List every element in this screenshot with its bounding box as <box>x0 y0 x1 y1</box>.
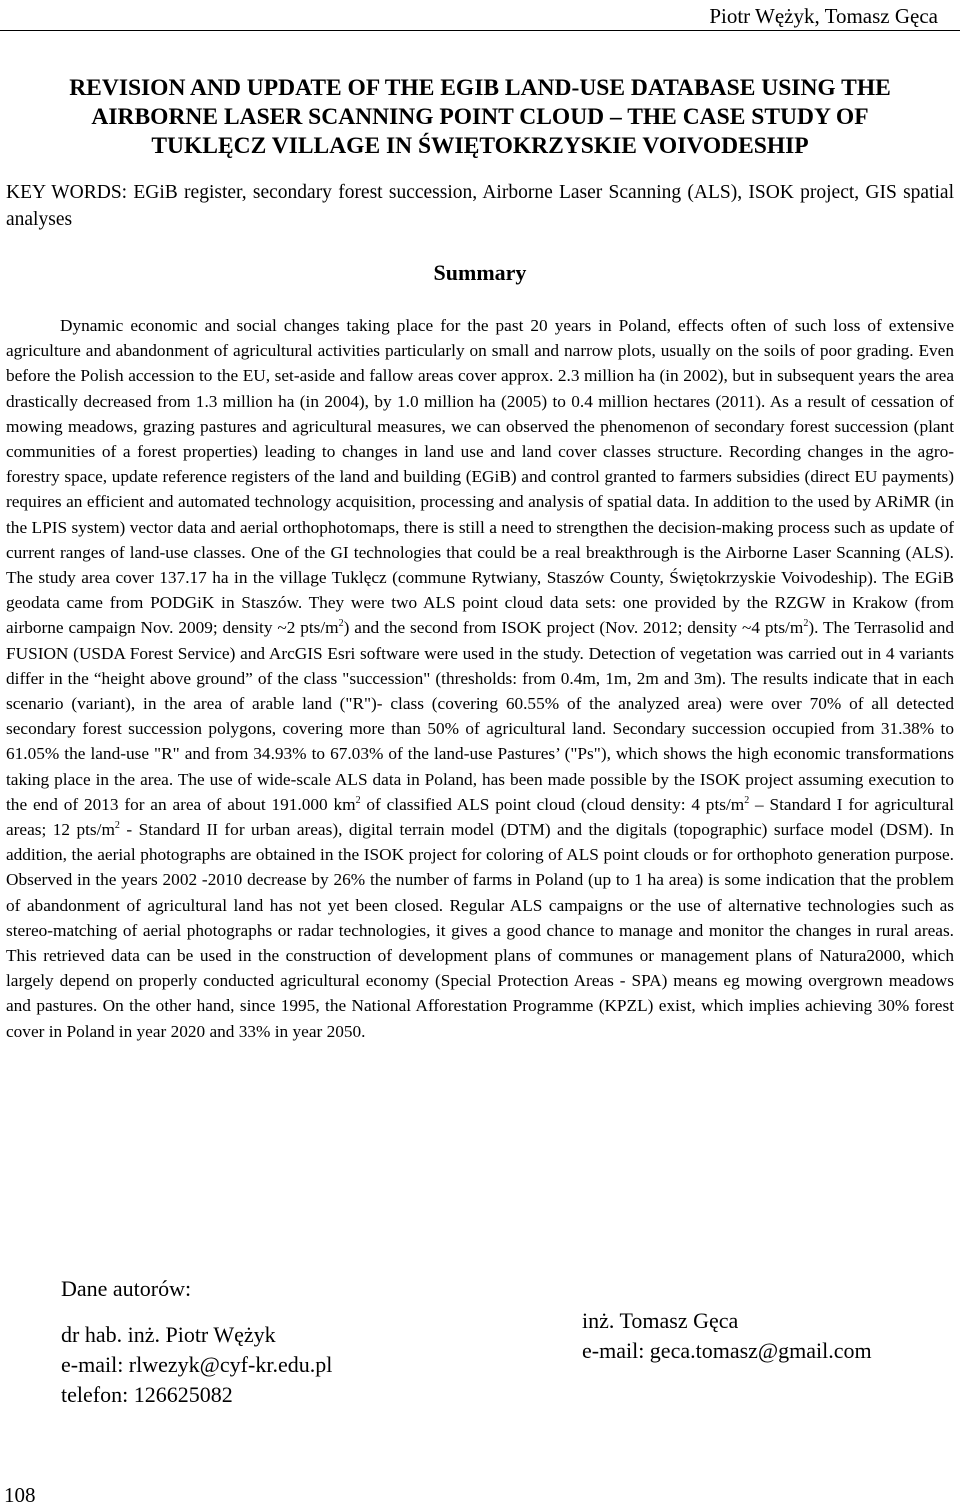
authors-label: Dane autorów: <box>61 1276 192 1301</box>
summary-text-3: ). The Terrasolid and FUSION (USDA Forest Service) and ArcGIS Esri software were used in the study. Detection of vegetation was carried out in 4 variants differ in the “height above ground” of the class "succession" (thresholds: from 0.4m, 1m, 2m and 3m). The results indicate that in each scenario (variant), in the area of arable land ("R")- class (covering 60.55% of the analyzed area) were over 70% of all detected secondary forest succession polygons, covering more than 50% of agricultural land. Secondary succession occupied from 31.38% to 61.05% the land-use "R" and from 34.93% to 67.03% of the land-use Pastures’ ("Ps"), which shows the high economic transformations taking place in the area. The use of wide-scale ALS data in Poland, has been made possible by the ISOK project assuming execution to the end of 2013 for an area of about 191.000 km <box>6 618 955 814</box>
paper-title <box>0 74 960 161</box>
keywords: KEY WORDS: EGiB register, secondary forest succession, Airborne Laser Scanning (ALS), ISOK project, GIS spatial analyses <box>6 182 954 230</box>
author-2-email[interactable]: e-mail: geca.tomasz@gmail.com <box>582 1338 872 1363</box>
page-number: 108 <box>4 1483 36 1507</box>
author-1-email[interactable]: e-mail: rlwezyk@cyf-kr.edu.pl <box>61 1352 333 1377</box>
author-block-1 <box>61 1320 332 1410</box>
author-1-phone: telefon: 126625082 <box>61 1382 233 1407</box>
superscript: 2 <box>114 820 120 832</box>
summary-text-1: Dynamic economic and social changes taking place for the past 20 years in Poland, effects often of such loss of extensive agriculture and abandonment of agricultural activities particularly on small and narrow plots, usually on the soils of poor grading. Even before the Polish accession to the EU, set-aside and fallow areas cover approx. 2.3 million ha (in 2002), but in subsequent years the area drastically decreased from 1.3 million ha (in 2004), by 1.0 million ha (2005) to 0.4 million hectares (2011). As a result of cessation of mowing meadows, grazing pastures and agricultural measures, we can observed the phenomenon of secondary forest succession (plant communities of a forest properties) leading to changes in land use and land cover classes structure. Recording changes in the agro-forestry space, update reference registers of the land and building (EGiB) and control granted to farmers subsidies (direct EU payments) requires an efficient and automated technology acquisition, processing and analysis of spatial data. In addition to the used by ARiMR (in the LPIS system) vector data and aerial orthophotomaps, there is still a need to strengthen the decision-making process such as update of current ranges of land-use classes. One of the GI technologies that could be a real breakthrough is the Airborne Laser Scanning (ALS). The study area cover 137.17 ha in the village Tuklęcz (commune Rytwiany, Staszów County, Świętokrzyskie Voivodeship). The EGiB geodata came from PODGiK in Staszów. They were two ALS point cloud data sets: one provided by the RZGW in Krakow (from airborne campaign Nov. 2009; density ~2 pts/m <box>6 316 954 638</box>
superscript: 2 <box>355 795 361 807</box>
summary-heading: Summary <box>433 260 527 285</box>
summary-text-2: ) and the second from ISOK project (Nov. 2012; density ~4 pts/m <box>343 618 804 638</box>
superscript: 2 <box>803 618 809 630</box>
author-2-name: inż. Tomasz Gęca <box>582 1308 739 1333</box>
running-head: Piotr Wężyk, Tomasz Gęca <box>709 4 938 28</box>
summary-text-6: - Standard II for urban areas), digital terrain model (DTM) and the digitals (topographic) surface model (DSM). In addition, the aerial photographs are obtained in the ISOK project for coloring of ALS point clouds or for orthophoto generation purpose. Observed in the years 2002 -2010 decrease by 26% the number of farms in Poland (up to 1 ha area) is some indication that the problem of abandonment of agricultural land has not yet been closed. Regular ALS campaigns or the use of alternative technologies such as stereo-matching of aerial photographs or radar technologies, it gives a good chance to manage and monitor the changes in rural areas. This retrieved data can be used in the construction of development plans of communes or management plans of Natura2000, which largely depend on properly conducted agricultural economy (Special Protection Areas - SPA) means eg mowing overgrown meadows and pastures. On the other hand, since 1995, the National Afforestation Programme (KPZL) exist, which implies achieving 30% forest cover in Poland in year 2020 and 33% in year 2050. <box>6 820 955 1041</box>
title-line-1: REVISION AND UPDATE OF THE EGIB LAND-USE DATABASE USING THE <box>69 75 891 101</box>
summary-body <box>6 313 954 1044</box>
superscript: 2 <box>338 618 344 630</box>
title-line-2: AIRBORNE LASER SCANNING POINT CLOUD – THE CASE STUDY OF <box>91 104 869 130</box>
author-block-2 <box>582 1306 872 1366</box>
superscript: 2 <box>744 795 750 807</box>
summary-text-5: – Standard I for agricultural areas; 12 pts/m <box>6 794 954 840</box>
author-1-name: dr hab. inż. Piotr Wężyk <box>61 1322 276 1347</box>
summary-text-4: of classified ALS point cloud (cloud density: 4 pts/m <box>360 794 745 814</box>
title-line-3: TUKLĘCZ VILLAGE IN ŚWIĘTOKRZYSKIE VOIVODESHIP <box>151 133 809 159</box>
header-rule <box>0 30 960 31</box>
